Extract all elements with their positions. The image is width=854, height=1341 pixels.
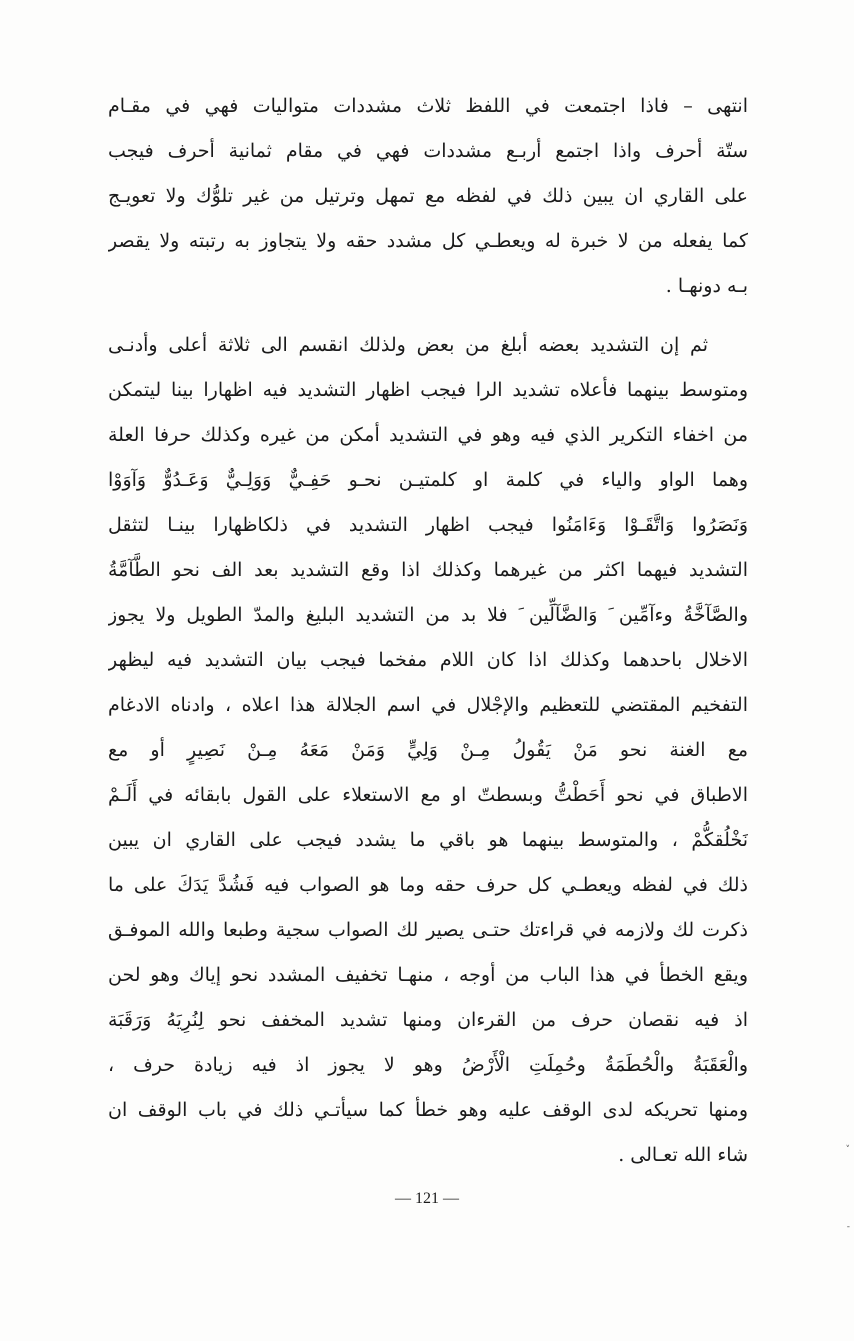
text-line: كما يفعله من لا خبرة له ويعطـي كل مشدد حقه ولا يتجاوز به رتبته ولا يقصر <box>108 230 748 252</box>
paragraph-gap <box>108 309 748 323</box>
text-line: ستّة أحرف واذا اجتمع أربـع مشددات فهي في مقام ثمانية أحرف فيجب <box>108 140 748 162</box>
paragraph-1 <box>108 84 748 309</box>
text-line: بـه دونهـا . <box>665 275 748 297</box>
text-line: والصَّآخَّةُ وءآمِّين َ وَالضَّآلِّين َ فلا بد من التشديد البليغ والمدّ الطويل ولا يجوز <box>108 604 748 626</box>
text-line: ويقع الخطأ في هذا الباب من أوجه ، منهـا تخفيف المشدد نحو إياك وهو لحن <box>108 964 748 986</box>
text-line: الاخلال باحدهما وكذلك اذا كان اللام مفخما فيجب بيان التشديد فيه ليظهر <box>108 649 748 671</box>
text-line: التشديد فيهما اكثر من غيرهما وكذلك اذا وقع التشديد بعد الف نحو الطَّآمَّةُ <box>108 559 748 581</box>
margin-speck: ˅ <box>845 1145 850 1155</box>
paragraph-2 <box>108 323 748 1178</box>
text-line: انتهى – فاذا اجتمعت في اللفظ ثلاث مشددات متواليات فهي في مقـام <box>108 95 748 117</box>
text-line: الاطباق في نحو أَحَطْتُّ وبسطتّ او مع الاستعلاء على القول بابقائه في أَلَـمْ <box>108 784 748 806</box>
text-line: نَخْلُقكُّمْ ، والمتوسط بينهما هو باقي ما يشدد فيجب على القاري ان يبين <box>108 829 748 851</box>
text-line: وهما الواو والياء في كلمة او كلمتيـن نحـو حَفِـيٌّ وَوَلِـيٌّ وَعَـدُوٌّ وَآوَوْا <box>108 469 748 491</box>
text-line: والْعَقَبَةُ والْحُطَمَةُ وحُمِلَتِ الْأَرْضُ وهو لا يجوز اذ فيه زيادة حرف ، <box>108 1054 748 1076</box>
text-line: التفخيم المقتضي للتعظيم والإجْلال في اسم الجلالة هذا اعلاه ، وادناه الادغام <box>108 694 748 716</box>
text-line: مع الغنة نحو مَنْ يَقُولُ مِـنْ وَلِيٍّ وَمَنْ مَعَهُ مِـنْ نَصِيرٍ أو مع <box>108 739 748 761</box>
text-line: ومتوسط بينهما فأعلاه تشديد الرا فيجب اظهار التشديد فيه اظهارا بينا ليتمكن <box>108 379 748 401</box>
text-line: ومنها تحريكه لدى الوقف عليه وهو خطأ كما سيأتـي ذلك في باب الوقف ان <box>108 1099 748 1121</box>
text-line: على القاري ان يبين ذلك في لفظه مع تمهل وترتيل من غير تلوُّك ولا تعويـج <box>108 185 748 207</box>
margin-speck: - <box>846 1222 850 1232</box>
text-line: اذ فيه نقصان حرف من القرءان ومنها تشديد المخفف نحو لِنُرِيَهُ وَرَقَبَة <box>108 1009 748 1031</box>
text-line: ثم إن التشديد بعضه أبلغ من بعض ولذلك انقسم الى ثلاثة أعلى وأدنـى <box>108 334 708 356</box>
text-line: من اخفاء التكرير الذي فيه وهو في التشديد أمكن من غيره وكذلك حرفا العلة <box>108 424 748 446</box>
text-line: شاء الله تعـالى . <box>618 1144 748 1166</box>
text-line: وَنَصَرُوا وَاتَّقَـوْا وَءَامَنُوا فيجب اظهار التشديد في ذلكاظهارا بينـا لتثقل <box>108 514 748 536</box>
text-line: ذكرت لك ولازمه في قراءتك حتـى يصير لك الصواب سجية وطبعا والله الموفـق <box>108 919 748 941</box>
body-text <box>108 84 748 1178</box>
page-number: — 121 — <box>395 1190 459 1207</box>
text-line: ذلك في لفظه ويعطـي كل حرف حقه وما هو الصواب فيه فَشُدَّ يَدَكَ على ما <box>108 874 748 896</box>
